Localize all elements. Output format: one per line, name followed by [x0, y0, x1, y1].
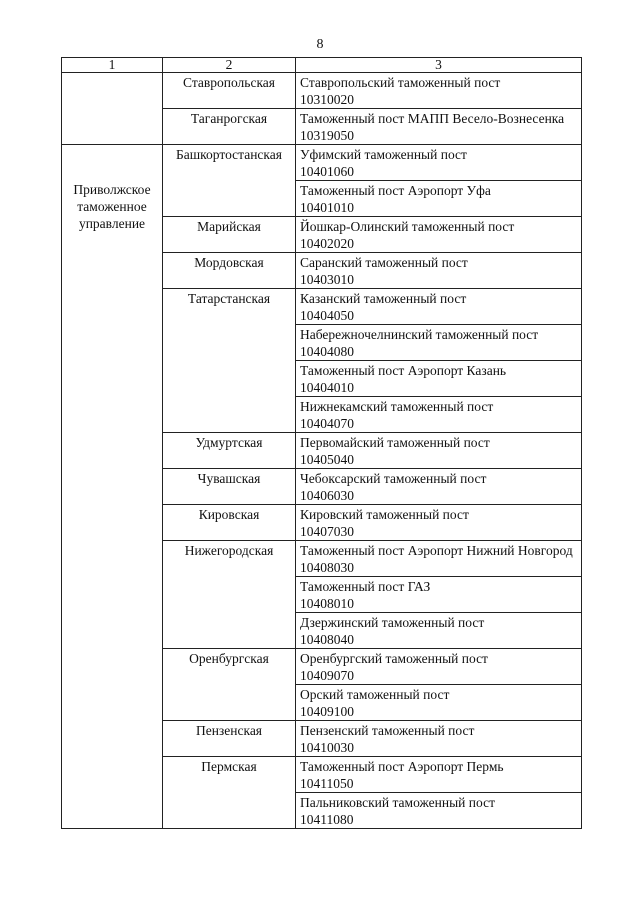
- post-name: Оренбургский таможенный пост: [300, 651, 488, 666]
- post-cell: [296, 613, 582, 649]
- region-cell: Кировская: [163, 505, 296, 541]
- post-cell: [296, 181, 582, 217]
- post-cell: [296, 577, 582, 613]
- post-code: 10407030: [300, 524, 354, 539]
- post-cell: [296, 469, 582, 505]
- post-code: 10404010: [300, 380, 354, 395]
- post-name: Чебоксарский таможенный пост: [300, 471, 487, 486]
- post-code: 10404050: [300, 308, 354, 323]
- region-cell: Мордовская: [163, 253, 296, 289]
- post-cell: [296, 325, 582, 361]
- post-name: Первомайский таможенный пост: [300, 435, 490, 450]
- table-header-row: [62, 58, 582, 73]
- post-name: Орский таможенный пост: [300, 687, 450, 702]
- post-cell: [296, 505, 582, 541]
- page-number: 8: [316, 37, 324, 52]
- post-code: 10409070: [300, 668, 354, 683]
- post-name: Таможенный пост Аэропорт Нижний Новгород: [300, 543, 573, 558]
- region-cell: Удмуртская: [163, 433, 296, 469]
- region-cell: Оренбургская: [163, 649, 296, 721]
- post-cell: [296, 541, 582, 577]
- customs-posts-table: [61, 57, 582, 829]
- post-code: 10401060: [300, 164, 354, 179]
- post-cell: [296, 757, 582, 793]
- post-code: 10408030: [300, 560, 354, 575]
- region-cell: Таганрогская: [163, 109, 296, 145]
- region-cell: Татарстанская: [163, 289, 296, 433]
- customs-office-cell: Приволжское таможенное управление: [62, 145, 163, 829]
- post-code: 10411050: [300, 776, 354, 791]
- post-name: Уфимский таможенный пост: [300, 147, 467, 162]
- post-code: 10404070: [300, 416, 354, 431]
- post-name: Нижнекамский таможенный пост: [300, 399, 494, 414]
- region-cell: Ставропольская: [163, 73, 296, 109]
- post-code: 10319050: [300, 128, 354, 143]
- post-cell: [296, 397, 582, 433]
- region-cell: Нижегородская: [163, 541, 296, 649]
- region-cell: Марийская: [163, 217, 296, 253]
- post-name: Таможенный пост Аэропорт Казань: [300, 363, 507, 378]
- post-name: Таможенный пост Аэропорт Уфа: [300, 183, 491, 198]
- post-cell: [296, 253, 582, 289]
- post-cell: [296, 73, 582, 109]
- post-cell: [296, 145, 582, 181]
- post-name: Саранский таможенный пост: [300, 255, 468, 270]
- post-code: 10408010: [300, 596, 354, 611]
- region-cell: Чувашская: [163, 469, 296, 505]
- post-cell: [296, 361, 582, 397]
- post-name: Таможенный пост ГАЗ: [300, 579, 431, 594]
- post-name: Ставропольский таможенный пост: [300, 75, 501, 90]
- post-name: Пензенский таможенный пост: [300, 723, 475, 738]
- header-cell: 1: [62, 58, 163, 73]
- post-cell: [296, 433, 582, 469]
- post-cell: [296, 721, 582, 757]
- post-code: 10404080: [300, 344, 354, 359]
- post-cell: [296, 685, 582, 721]
- post-cell: [296, 217, 582, 253]
- post-name: Казанский таможенный пост: [300, 291, 467, 306]
- table-row: [62, 73, 582, 109]
- post-name: Пальниковский таможенный пост: [300, 795, 495, 810]
- header-cell: 2: [163, 58, 296, 73]
- post-code: 10405040: [300, 452, 354, 467]
- post-code: 10408040: [300, 632, 354, 647]
- customs-office-cell-continued: [62, 73, 163, 145]
- post-code: 10402020: [300, 236, 354, 251]
- region-cell: Пензенская: [163, 721, 296, 757]
- post-name: Таможенный пост МАПП Весело-Вознесенка: [300, 111, 565, 126]
- region-cell: Пермская: [163, 757, 296, 829]
- post-cell: [296, 649, 582, 685]
- post-cell: [296, 793, 582, 829]
- post-cell: [296, 289, 582, 325]
- post-code: 10411080: [300, 812, 354, 827]
- post-cell: [296, 109, 582, 145]
- post-name: Таможенный пост Аэропорт Пермь: [300, 759, 504, 774]
- post-name: Дзержинский таможенный пост: [300, 615, 485, 630]
- region-cell: Башкортостанская: [163, 145, 296, 217]
- table-row: [62, 145, 582, 181]
- post-name: Набережночелнинский таможенный пост: [300, 327, 539, 342]
- post-code: 10410030: [300, 740, 354, 755]
- header-cell: 3: [296, 58, 582, 73]
- post-name: Кировский таможенный пост: [300, 507, 469, 522]
- post-name: Йошкар-Олинский таможенный пост: [300, 219, 515, 234]
- post-code: 10409100: [300, 704, 354, 719]
- post-code: 10403010: [300, 272, 354, 287]
- post-code: 10401010: [300, 200, 354, 215]
- post-code: 10406030: [300, 488, 354, 503]
- post-code: 10310020: [300, 92, 354, 107]
